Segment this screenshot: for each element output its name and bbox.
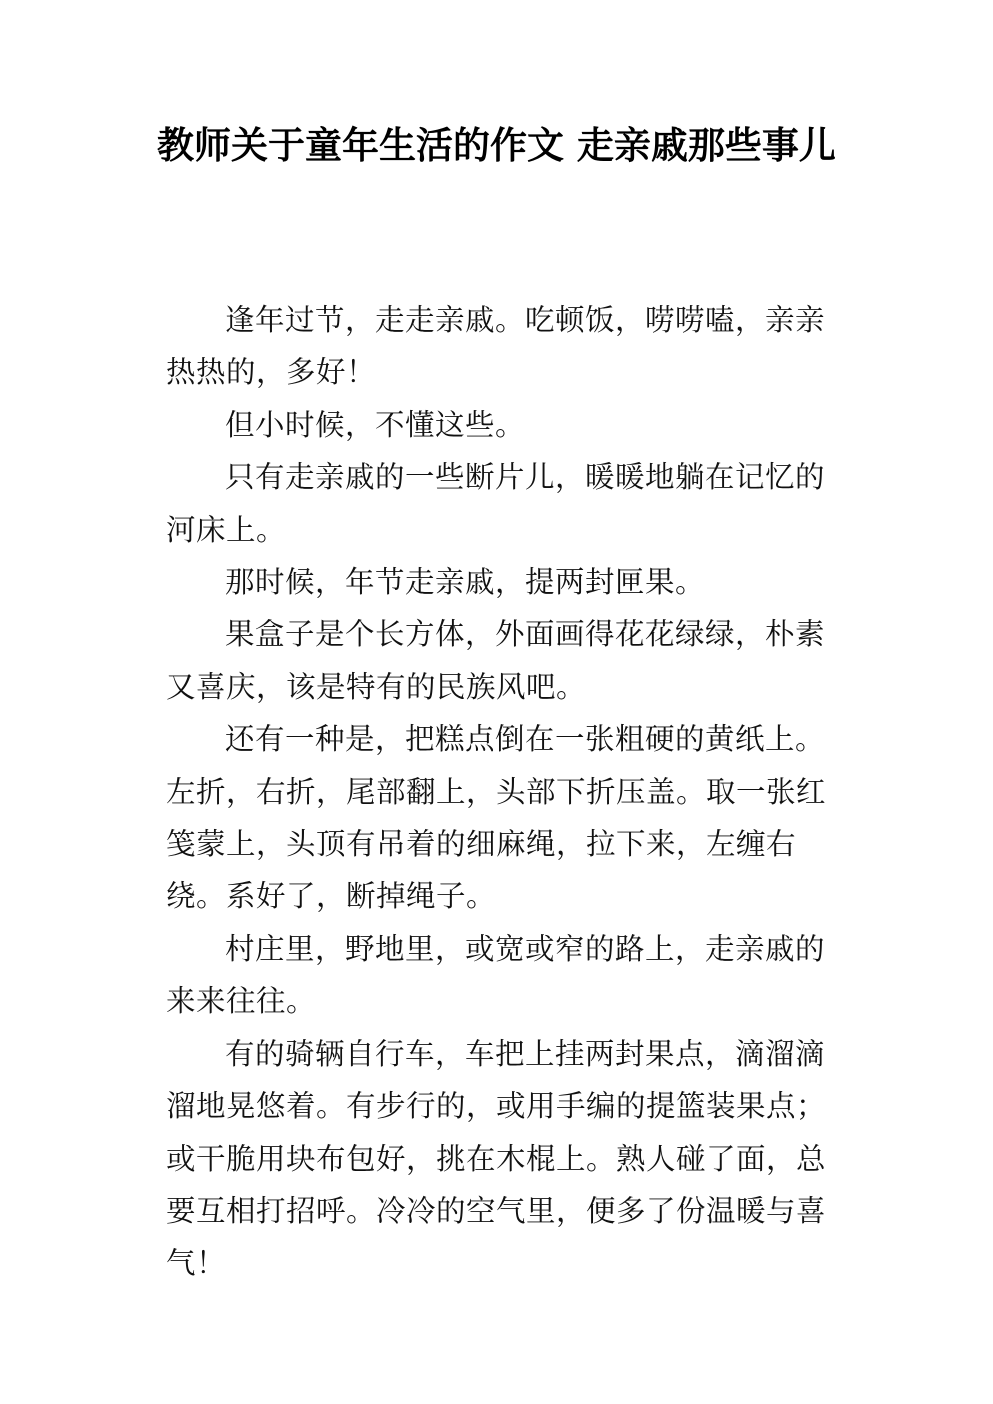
paragraph: 果盒子是个长方体，外面画得花花绿绿，朴素又喜庆，该是特有的民族风吧。 — [166, 617, 826, 704]
paragraph: 还有一种是，把糕点倒在一张粗硬的黄纸上。左折，右折，尾部翻上，头部下折压盖。取一张红笺蒙上，头顶有吊着的细麻绳，拉下来，左缠右绕。系好了，断掉绳子。 — [166, 722, 827, 914]
paragraph: 有的骑辆自行车，车把上挂两封果点，滴溜滴溜地晃悠着。有步行的，或用手编的提篮装果点；或干脆用块布包好，挑在木棍上。熟人碰了面，总要互相打招呼。冷冷的空气里，便多了份温暖与喜气！ — [166, 1036, 827, 1281]
paragraph: 村庄里，野地里，或宽或窄的路上，走亲戚的来来往往。 — [166, 931, 826, 1019]
paragraph: 只有走亲戚的一些断片儿，暖暖地躺在记忆的河床上。 — [166, 460, 826, 547]
document-body — [166, 294, 828, 1290]
document-title: 教师关于童年生活的作文 走亲戚那些事儿 — [157, 124, 836, 167]
paragraph: 那时候，年节走亲戚，提两封匣果。 — [225, 565, 706, 600]
paragraph: 逢年过节，走走亲戚。吃顿饭，唠唠嗑，亲亲热热的，多好！ — [166, 303, 826, 390]
paragraph: 但小时候，不懂这些。 — [225, 407, 526, 442]
